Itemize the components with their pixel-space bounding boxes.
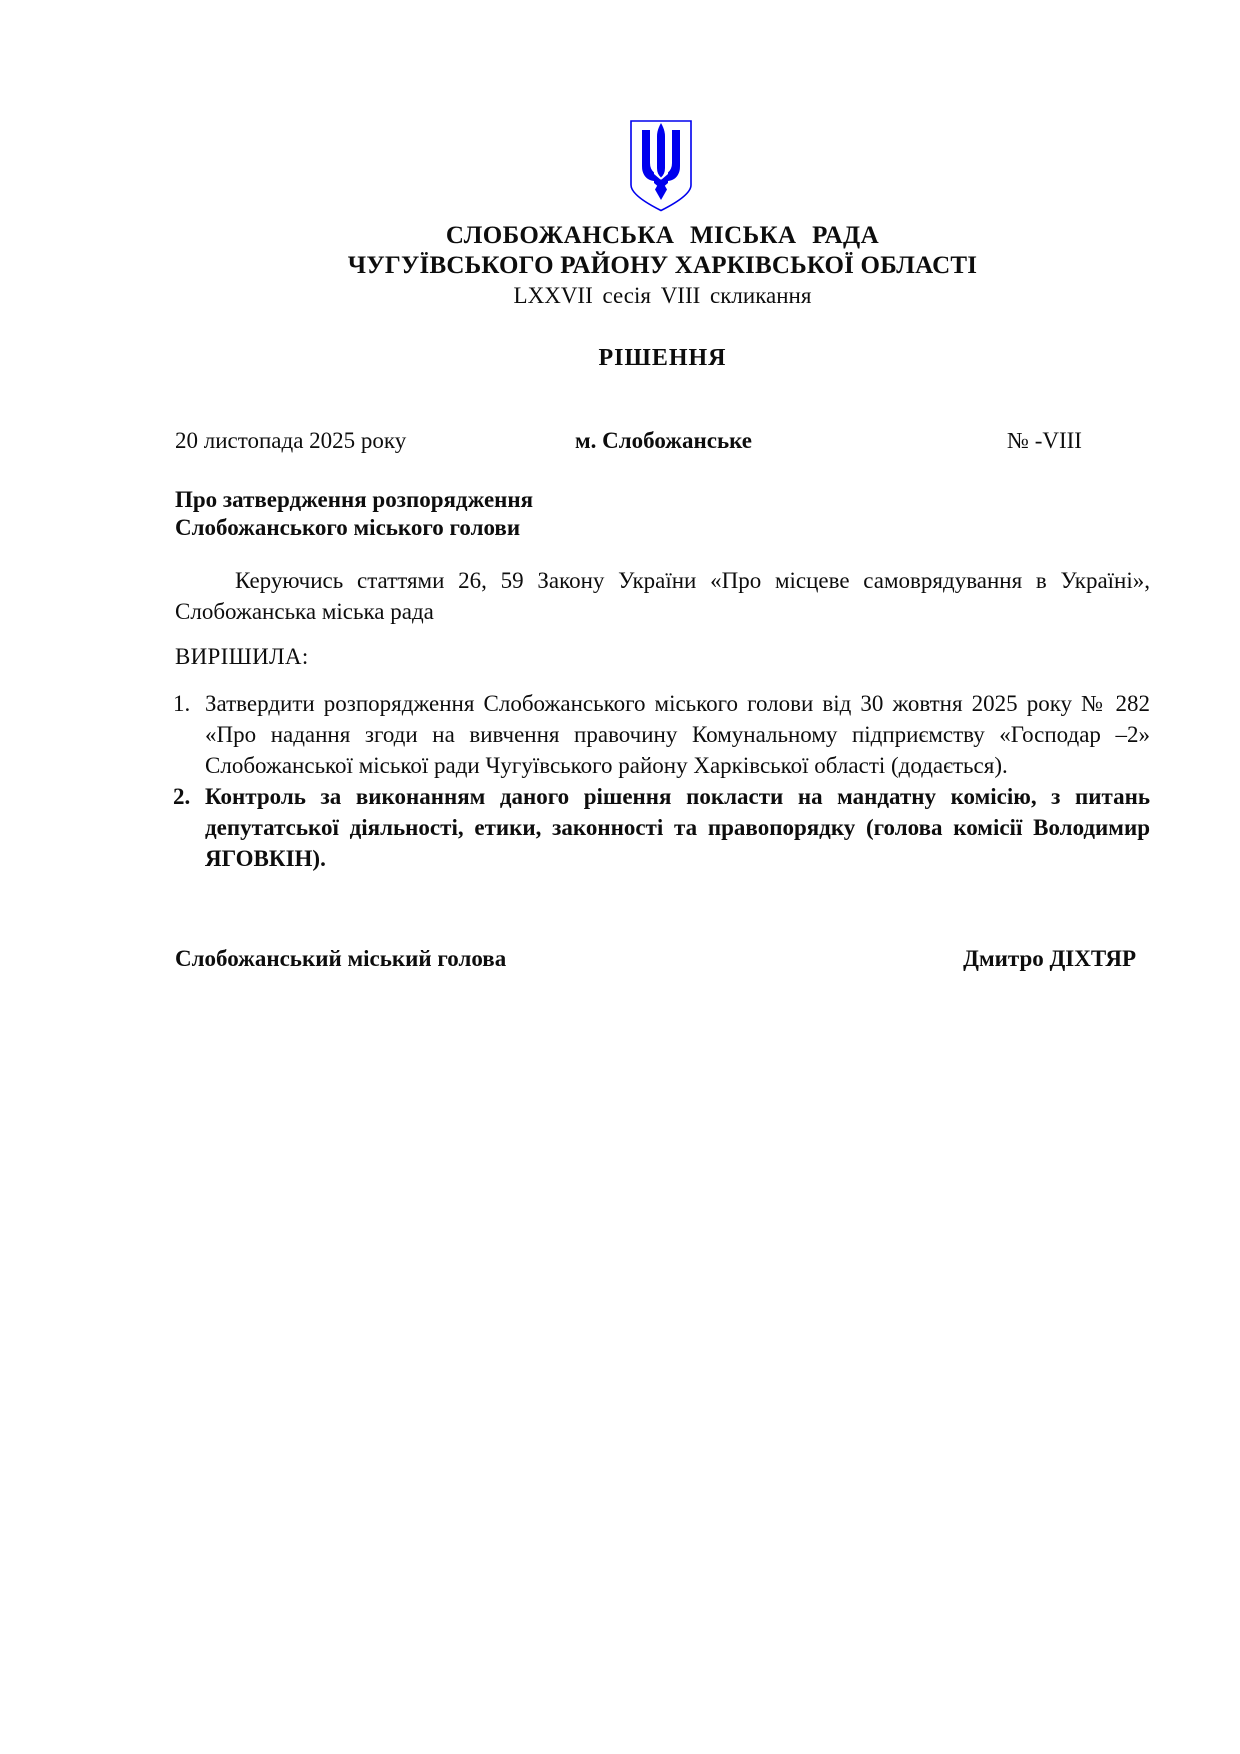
meta-line <box>175 428 1150 458</box>
document-date: 20 листопада 2025 року <box>175 428 407 453</box>
signer-title: Слобожанський міський голова <box>175 946 507 971</box>
document-type-title: РІШЕННЯ <box>598 345 727 371</box>
item-text: Затвердити розпорядження Слобожанського міського голови від 30 жовтня 2025 року № 282 «Про надання згоди на вивчення правочину Комунальному підприємству «Господар –2» Слобожанської міської ради Чугуївського району Харківської області (додається). <box>205 691 1150 778</box>
subject-line-2: Слобожанського міського голови <box>175 515 521 540</box>
document-number: № -VIII <box>1007 428 1082 453</box>
resolved-label: ВИРІШИЛА: <box>175 644 309 669</box>
council-name: СЛОБОЖАНСЬКА МІСЬКА РАДА <box>445 222 880 249</box>
item-number: 1. <box>173 691 191 716</box>
header-block <box>175 221 1150 311</box>
subject-line-1: Про затвердження розпорядження <box>175 487 534 512</box>
item-number: 2. <box>173 784 191 809</box>
preamble-paragraph: Керуючись статтями 26, 59 Закону України «Про місцеве самоврядування в Україні», Слобожанська міська рада <box>175 568 1150 624</box>
signature-line <box>175 946 1150 972</box>
item-text: Контроль за виконанням даного рішення покласти на мандатну комісію, з питань депутатської діяльності, етики, законності та правопорядку (голова комісії Володимир ЯГОВКІН). <box>205 784 1150 871</box>
ukraine-trident-emblem-icon <box>629 119 693 213</box>
resolution-items <box>173 688 1150 874</box>
document-place: м. Слобожанське <box>575 428 752 453</box>
signer-name: Дмитро ДІХТЯР <box>963 946 1136 971</box>
subject-block <box>175 486 1150 542</box>
resolution-item-1 <box>173 688 1150 781</box>
resolution-item-2 <box>173 781 1150 874</box>
session-info: LXXVII сесія VIII скликання <box>513 283 812 308</box>
council-district: ЧУГУЇВСЬКОГО РАЙОНУ ХАРКІВСЬКОЇ ОБЛАСТІ <box>347 252 978 279</box>
